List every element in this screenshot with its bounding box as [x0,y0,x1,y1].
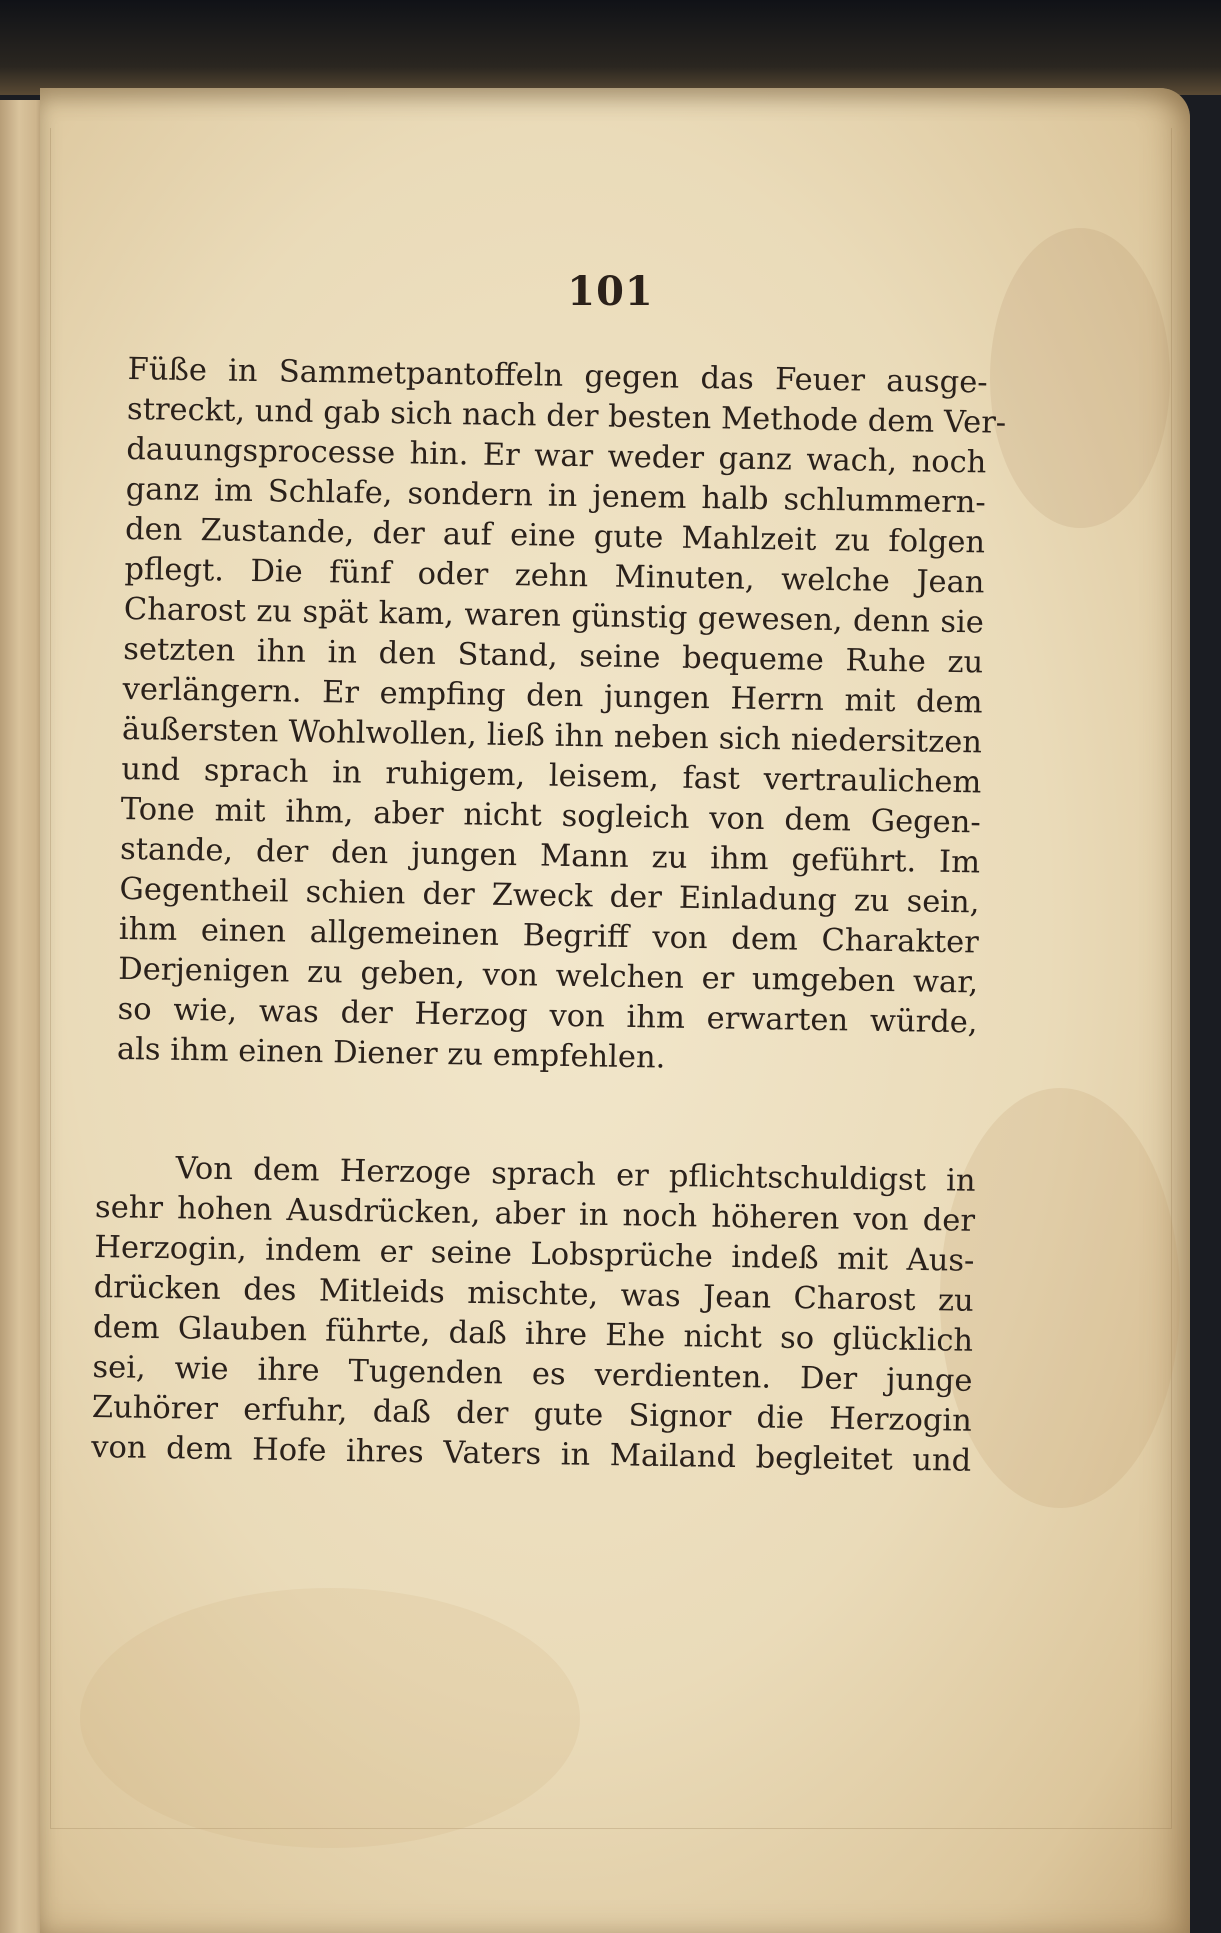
text-line: äußersten Wohlwollen, ließ ihn neben sich niedersitzen [121,711,983,761]
paragraph-2 [91,1148,976,1482]
paragraph-1 [116,350,1007,1083]
text-line: Zuhörer erfuhr, daß der gute Signor die Herzogin [91,1389,973,1439]
text-line: drücken des Mitleids mischte, was Jean Charost zu [93,1269,974,1319]
text-line: streckt, und gab sich nach der besten Methode dem Ver- [126,391,1007,441]
text-line: so wie, was der Herzog von ihm erwarten würde, [117,991,978,1041]
text-line: stande, der den jungen Mann zu ihm geführt. Im [119,831,981,881]
text-line: sei, wie ihre Tugenden es verdienten. Der junge [92,1349,973,1399]
text-line: pflegt. Die fünf oder zehn Minuten, welche Jean [124,551,985,601]
text-line: Von dem Herzoge sprach er pflichtschuldigst in [175,1151,976,1199]
text-line: verlängern. Er empfing den jungen Herrn mit dem [122,671,983,721]
paper-stain [940,1088,1180,1508]
paper-stain [80,1588,580,1848]
text-line: Füße in Sammetpantoffeln gegen das Feuer ausge- [127,351,988,401]
text-line: setzten ihn in den Stand, seine bequeme Ruhe zu [123,631,984,681]
text-line: ganz im Schlafe, sondern in jenem halb schlummern- [125,471,986,521]
text-line: den Zustande, der auf eine gute Mahlzeit zu folgen [124,511,986,561]
text-line: dem Glauben führte, daß ihre Ehe nicht so glücklich [92,1309,974,1359]
text-line: Charost zu spät kam, waren günstig gewesen, denn sie [123,591,985,641]
text-line: dauungsprocesse hin. Er war weder ganz wach, noch [126,431,987,481]
text-line: Gegentheil schien der Zweck der Einladung zu sein, [119,871,980,921]
text-line: Herzogin, indem er seine Lobsprüche indeß mit Aus- [94,1229,975,1279]
text-line: als ihm einen Diener zu empfehlen. [116,1031,666,1076]
text-line: ihm einen allgemeinen Begriff von dem Charakter [118,911,980,961]
book-cover-edge [0,0,1221,95]
text-line: und sprach in ruhigem, leisem, fast vertraulichem [121,751,982,801]
text-line: sehr hohen Ausdrücken, aber in noch höheren von der [94,1189,976,1239]
text-line: Derjenigen zu geben, von welchen er umgeben war, [117,951,979,1001]
text-line: von dem Hofe ihres Vaters in Mailand begleitet und [91,1429,972,1479]
page-number: 101 [567,268,654,315]
text-line: Tone mit ihm, aber nicht sogleich von dem Gegen- [120,791,981,841]
